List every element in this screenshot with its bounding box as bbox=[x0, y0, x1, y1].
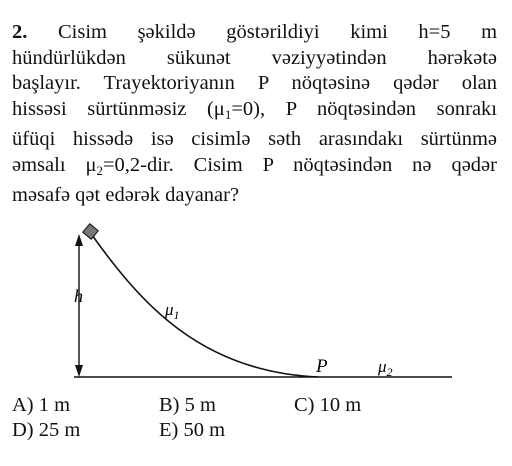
option-a[interactable] bbox=[12, 394, 70, 417]
problem-line-6: əmsalı $\mu_2=0,2$-dir. Cisim P nöqtəsindən nə qədər bbox=[12, 153, 497, 178]
option-b[interactable] bbox=[159, 394, 216, 417]
mu1-label bbox=[164, 300, 180, 322]
mu2-label bbox=[377, 357, 393, 379]
point-p-label: P bbox=[316, 356, 328, 377]
option-a-text: 1 m bbox=[38, 394, 71, 416]
problem-line-1-text: Cisim şəkildə göstərildiyi kimi h=5 m bbox=[57, 21, 498, 43]
problem-line-5: üfüqi hissədə isə cisimlə səth arasındakı sürtünmə bbox=[12, 128, 497, 150]
option-c-text: 10 m bbox=[319, 394, 362, 416]
option-b-letter: B) bbox=[159, 394, 180, 416]
mu1-symbol: μ bbox=[165, 300, 174, 319]
option-c[interactable] bbox=[294, 394, 361, 417]
option-c-letter: C) bbox=[294, 394, 315, 416]
subscript: 1 bbox=[173, 308, 180, 322]
problem-line-3: başlayır. Trayektoriyanın P nöqtəsinə qədər olan bbox=[12, 72, 497, 94]
block bbox=[83, 224, 98, 239]
option-b-text: 5 m bbox=[184, 394, 216, 416]
option-d-text: 25 m bbox=[38, 419, 81, 441]
problem-line-4: hissəsi sürtünməsiz $(\mu_1=0)$, P nöqtəsindən sonrakı bbox=[12, 97, 497, 122]
height-arrow-top-head bbox=[75, 234, 83, 246]
option-a-letter: A) bbox=[12, 394, 34, 416]
problem-line-2: hündürlükdən sükunət vəziyyətindən hərəkətə bbox=[12, 46, 497, 69]
height-label: h bbox=[74, 286, 83, 306]
mu2-symbol: μ bbox=[378, 357, 387, 376]
problem-line-7: məsafə qət edərək dayanar? bbox=[12, 184, 240, 206]
question-number: 2. bbox=[12, 21, 28, 43]
ramp-curve bbox=[92, 235, 318, 377]
option-e[interactable] bbox=[159, 419, 225, 442]
subscript: 2 bbox=[386, 365, 393, 379]
option-e-letter: E) bbox=[159, 419, 179, 441]
option-e-text: 50 m bbox=[183, 419, 226, 441]
height-arrow-bottom-head bbox=[75, 365, 83, 377]
problem-text bbox=[12, 20, 497, 209]
option-d[interactable] bbox=[12, 419, 80, 442]
problem-line-1 bbox=[12, 20, 497, 46]
ramp-figure bbox=[0, 222, 512, 392]
option-d-letter: D) bbox=[12, 419, 34, 441]
